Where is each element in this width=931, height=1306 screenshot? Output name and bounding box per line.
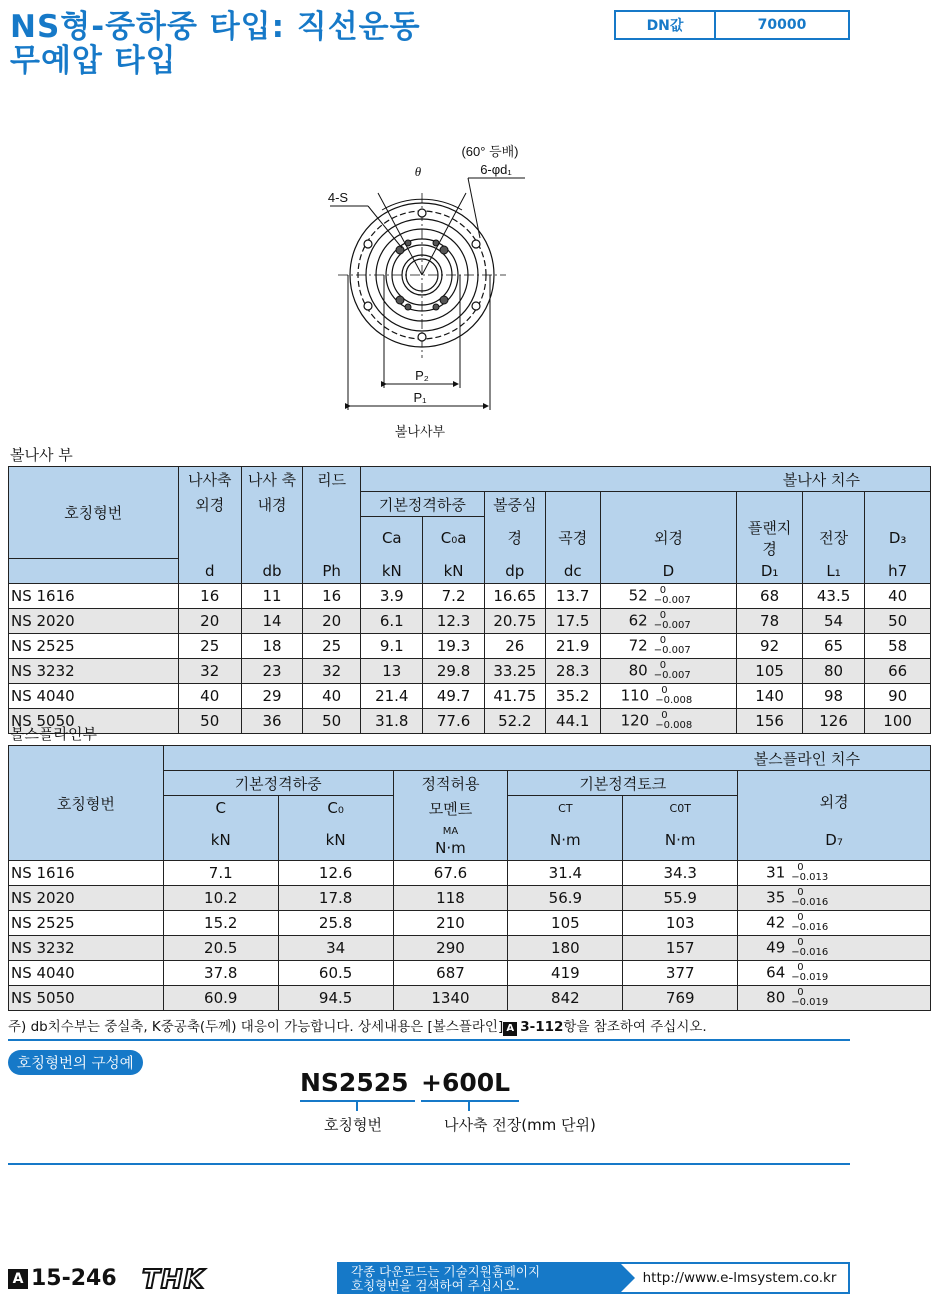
ref-icon: A (503, 1022, 517, 1036)
divider-top (8, 1039, 850, 1041)
table-row: NS 3232 32 23 32 13 29.8 33.25 28.3 80 0 −0.007 105 80 66 (9, 659, 931, 684)
dn-value-box (614, 10, 850, 40)
page-title (10, 10, 421, 78)
spline-unit-ma: N·m (435, 839, 466, 858)
unit-db: db (241, 559, 302, 584)
code-underline-length (421, 1100, 519, 1102)
spline-header-ct: CT (508, 796, 623, 821)
table-row: NS 4040 40 29 40 21.4 49.7 41.75 35.2 110 0 −0.008 140 98 90 (9, 684, 931, 709)
spline-unit-c: kN (163, 821, 278, 861)
header-lead: 리드 (303, 467, 361, 492)
header-od: 외경 (600, 517, 737, 559)
header-shaft-id-1: 나사 축 (241, 467, 302, 492)
unit-ph: Ph (303, 559, 361, 584)
spline-header-dims: 볼스플라인 치수 (163, 746, 930, 771)
table-row: NS 4040 37.8 60.5 687 419 377 64 0 −0.019 (9, 961, 931, 986)
spline-header-c0: C₀ (278, 796, 393, 821)
header-length: 전장 (802, 517, 864, 559)
ordering-example-pill: 호칭형번의 구성예 (8, 1050, 143, 1075)
drawing-hole-label: 6-φd₁ (480, 162, 512, 177)
spline-header-moment-1: 정적허용 (393, 771, 508, 796)
header-load: 기본정격하중 (361, 492, 485, 517)
download-text-2: 호칭형번을 검색하여 주십시오. (351, 1278, 520, 1293)
code-tick-model (356, 1101, 358, 1111)
page-section-icon: A (8, 1269, 28, 1289)
spline-header-moment-2: 모멘트 (393, 796, 508, 821)
spline-unit-d7: D₇ (738, 821, 931, 861)
table-row: NS 5050 60.9 94.5 1340 842 769 80 0 −0.019 (9, 986, 931, 1011)
table-row: NS 1616 16 11 16 3.9 7.2 16.65 13.7 52 0 −0.007 68 43.5 40 (9, 584, 931, 609)
unit-ca: kN (361, 559, 423, 584)
spline-section-label: 볼스플라인부 (10, 725, 97, 743)
spline-header-load: 기본정격하중 (163, 771, 393, 796)
website-link[interactable]: http://www.e-lmsystem.co.kr (642, 1270, 837, 1286)
spline-header-c: C (163, 796, 278, 821)
spline-header-ma: MA (442, 826, 459, 838)
spline-header-torque: 기본정격토크 (508, 771, 738, 796)
title-line-1: NS형-중하중 타입: 직선운동 (10, 9, 421, 45)
spline-unit-c0: kN (278, 821, 393, 861)
footnote: 주) db치수부는 중실축, K중공축(두께) 대응이 가능합니다. 상세내용은 [볼스플라인] A 3-112항을 참조하여 주십시오. (8, 1019, 707, 1035)
ordering-code-length: +600L (421, 1068, 511, 1097)
spline-unit-ct: N·m (508, 821, 623, 861)
drawing-s-label: 4-S (327, 190, 349, 205)
spline-header-c0t: C0T (623, 796, 738, 821)
header-flange: 플랜지경 (737, 517, 803, 559)
ballscrew-nut-drawing (300, 138, 560, 443)
spline-unit-c0t: N·m (623, 821, 738, 861)
drawing-theta: θ (414, 164, 422, 179)
spline-header-model: 호칭형번 (9, 746, 164, 861)
page-number: A 15-246 (8, 1266, 117, 1291)
header-c0a: C₀a (423, 517, 484, 559)
header-ball-pcd-2: 경 (484, 517, 545, 559)
unit-dp: dp (484, 559, 545, 584)
table-row: NS 5050 50 36 50 31.8 77.6 52.2 44.1 120 0 −0.008 156 126 100 (9, 709, 931, 734)
header-shaft-od-2: 외경 (178, 492, 241, 517)
drawing-p1: P₁ (413, 390, 427, 405)
table-row: NS 2020 10.2 17.8 118 56.9 55.9 35 0 −0.016 (9, 886, 931, 911)
header-ball-pcd-1: 볼중심 (484, 492, 545, 517)
ballscrew-table (8, 466, 931, 734)
header-dims: 볼나사 치수 (361, 467, 931, 492)
spline-table (8, 745, 931, 1011)
header-root: 곡경 (545, 517, 600, 559)
ordering-code-model: NS2525 (300, 1068, 409, 1097)
drawing-caption: 볼나사부 (394, 424, 446, 439)
unit-D: D (600, 559, 737, 584)
table-row: NS 2020 20 14 20 6.1 12.3 20.75 17.5 62 0 −0.007 78 54 50 (9, 609, 931, 634)
footnote-ref-link[interactable]: 3-112 (520, 1019, 564, 1035)
download-banner (337, 1262, 850, 1294)
header-shaft-od-1: 나사축 (178, 467, 241, 492)
table-row: NS 3232 20.5 34 290 180 157 49 0 −0.016 (9, 936, 931, 961)
header-d3: D₃ (865, 517, 931, 559)
drawing-p2: P₂ (415, 368, 429, 383)
ordering-sub-length: 나사축 전장(mm 단위) (444, 1116, 596, 1134)
ordering-sub-model: 호칭형번 (324, 1116, 382, 1134)
unit-l1: L₁ (802, 559, 864, 584)
unit-dc: dc (545, 559, 600, 584)
drawing-note: (60° 등배) (461, 144, 519, 159)
ballscrew-section-label: 볼나사 부 (10, 446, 73, 464)
code-tick-length (468, 1101, 470, 1111)
thk-logo: THK (142, 1265, 205, 1295)
table-row: NS 1616 7.1 12.6 67.6 31.4 34.3 31 0 −0.013 (9, 861, 931, 886)
table-row: NS 2525 15.2 25.8 210 105 103 42 0 −0.016 (9, 911, 931, 936)
unit-d1: D₁ (737, 559, 803, 584)
unit-d: d (178, 559, 241, 584)
download-text-1: 각종 다운로드는 기술지원홈페이지 (351, 1264, 541, 1279)
title-line-2: 무예압 타입 (10, 43, 177, 79)
header-model: 호칭형번 (9, 467, 179, 559)
dn-label: DN값 (616, 12, 716, 38)
dn-value: 70000 (757, 17, 807, 33)
unit-h7: h7 (865, 559, 931, 584)
unit-c0a: kN (423, 559, 484, 584)
divider-bottom (8, 1163, 850, 1165)
table-row: NS 2525 25 18 25 9.1 19.3 26 21.9 72 0 −0.007 92 65 58 (9, 634, 931, 659)
header-ca: Ca (361, 517, 423, 559)
spline-header-od: 외경 (738, 771, 931, 821)
header-shaft-id-2: 내경 (241, 492, 302, 517)
